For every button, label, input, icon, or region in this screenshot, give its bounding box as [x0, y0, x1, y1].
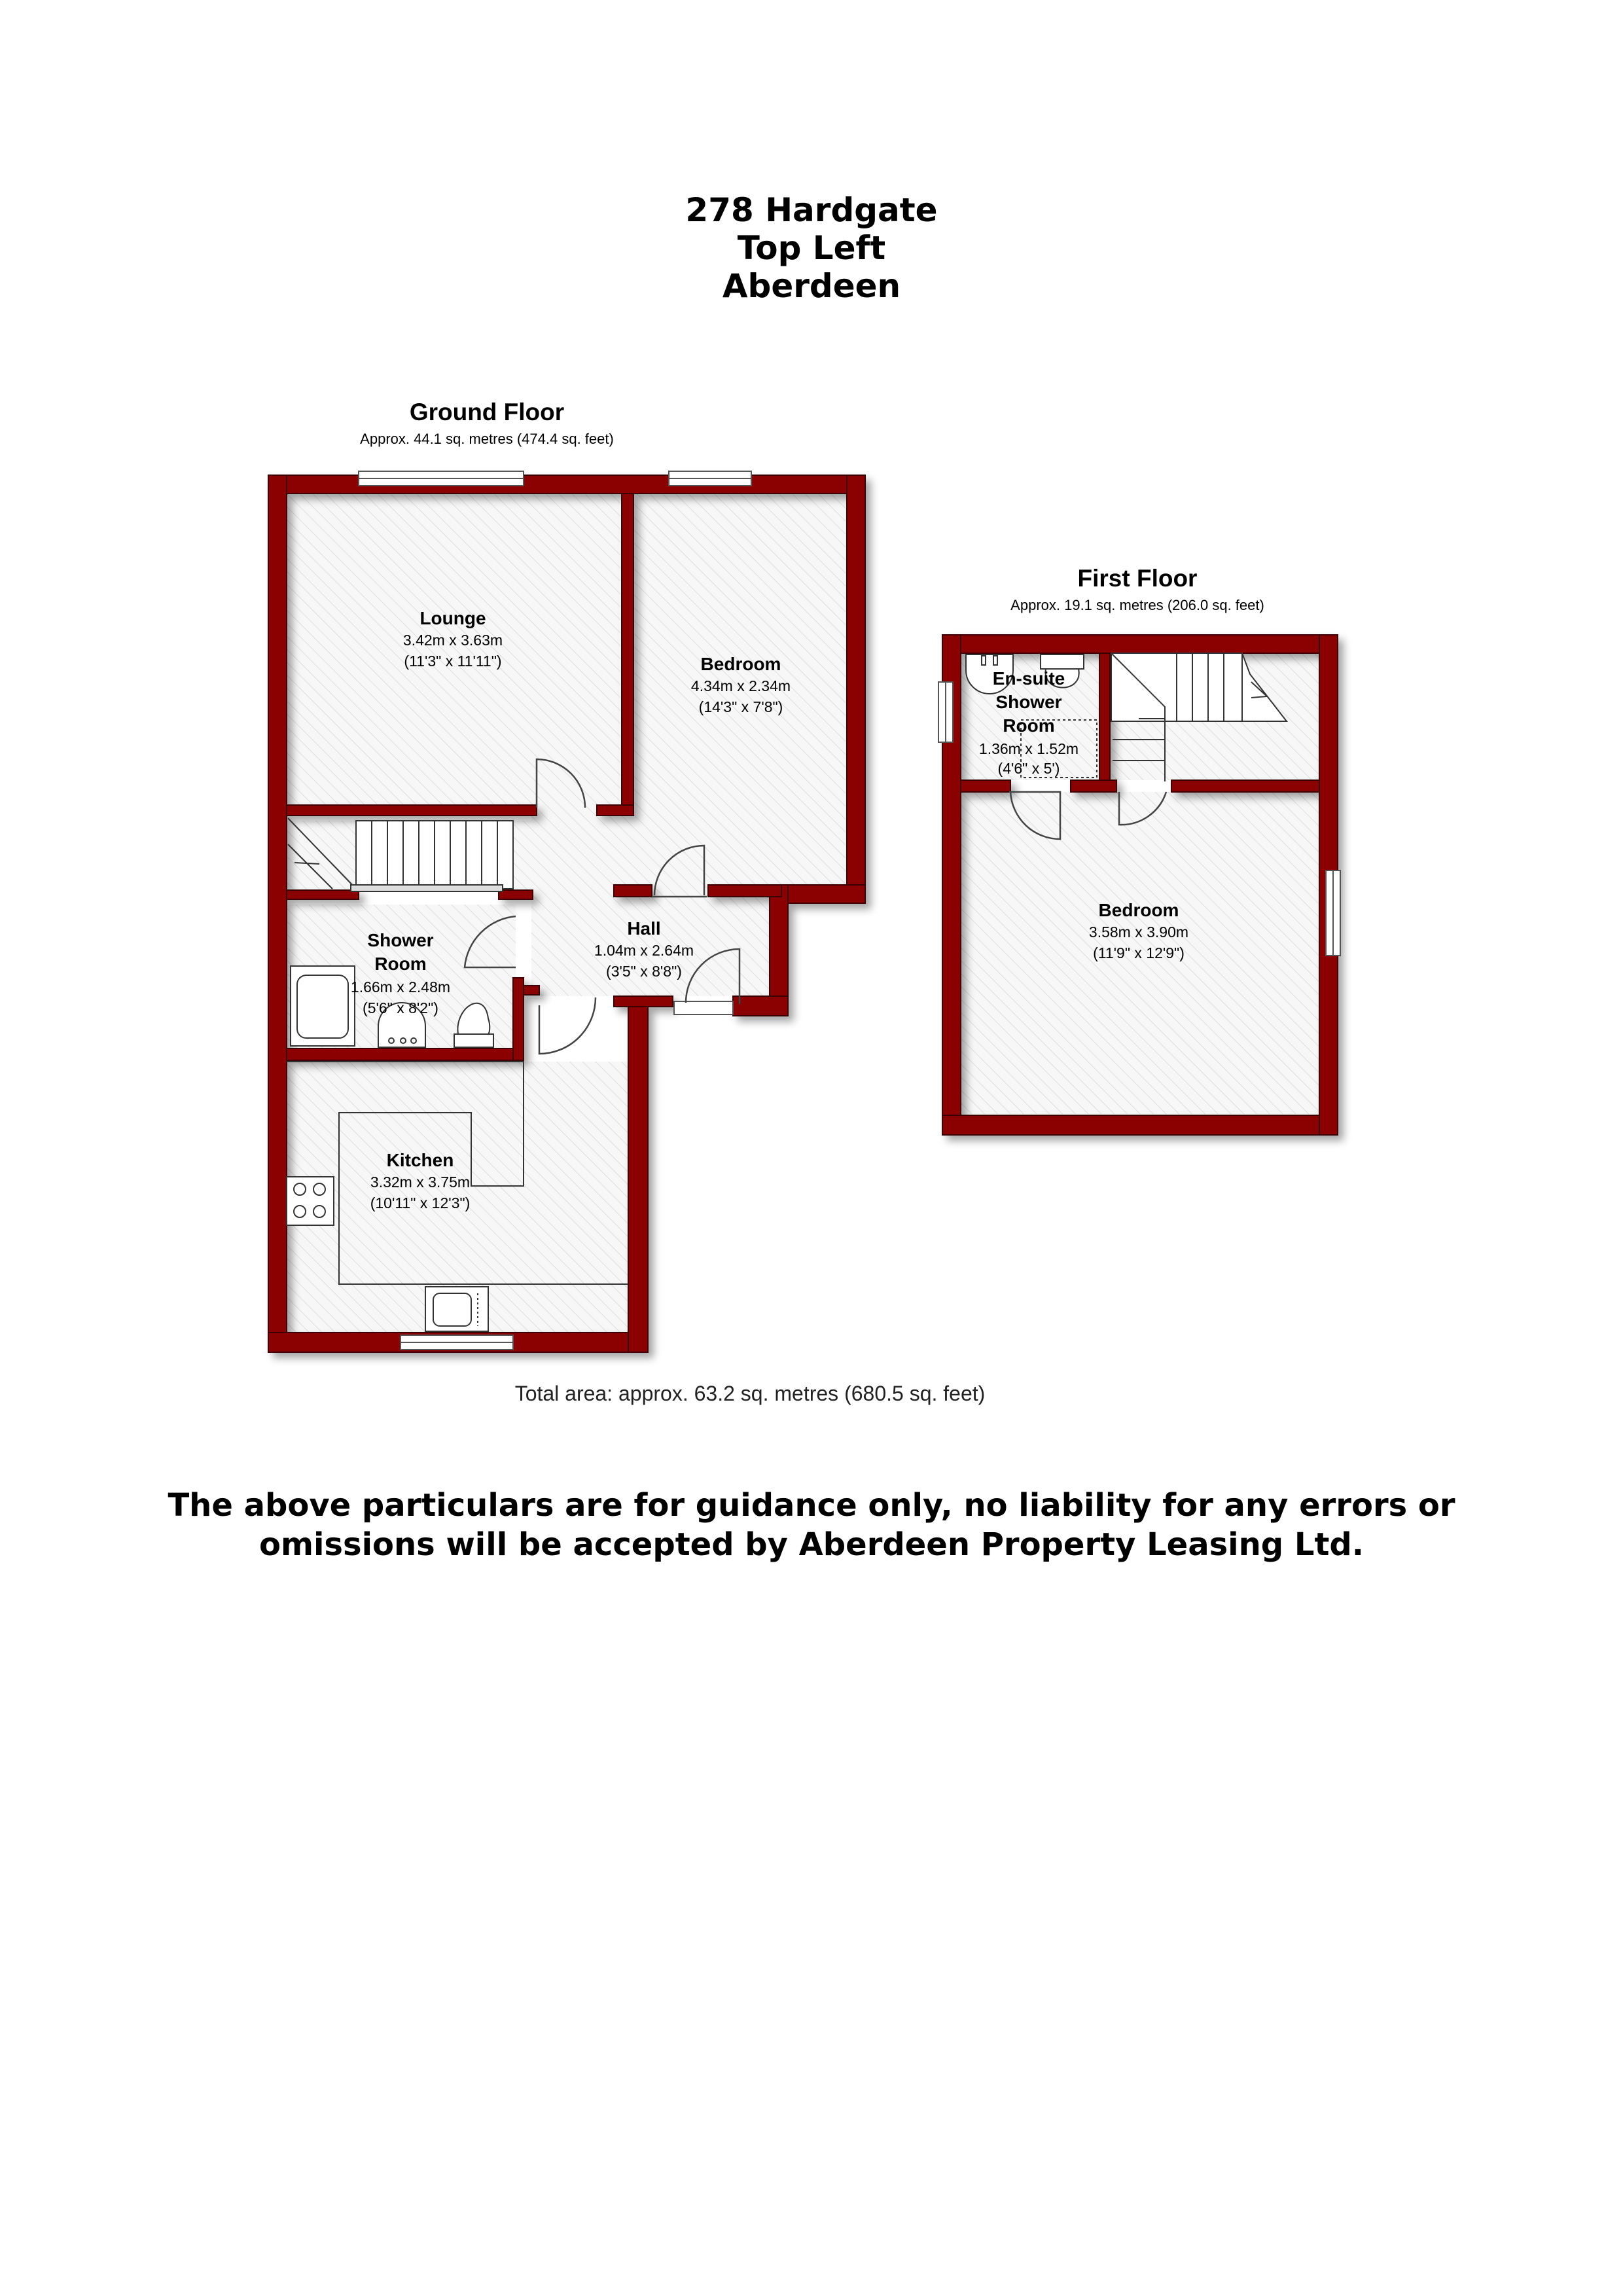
first-floor-area: Approx. 19.1 sq. metres (206.0 sq. feet) — [1010, 597, 1264, 613]
gf-bedroom-imperial: (14'3" x 7'8") — [698, 698, 783, 715]
disclaimer — [0, 1486, 1623, 1564]
shower-room-name-line2: Room — [374, 954, 427, 974]
hall-metric: 1.04m x 2.64m — [594, 942, 694, 959]
first-floor-title: First Floor — [1077, 565, 1198, 592]
lounge-metric: 3.42m x 3.63m — [402, 632, 503, 649]
hob — [287, 1177, 334, 1225]
address-line-2: Top Left — [737, 229, 886, 267]
ground-floor-title: Ground Floor — [409, 399, 565, 425]
ff-bedroom-metric: 3.58m x 3.90m — [1088, 924, 1189, 941]
address-line-3: Aberdeen — [722, 267, 901, 305]
ensuite-name-line1: En-suite — [992, 668, 1065, 689]
shower-room-name-line1: Shower — [367, 930, 434, 950]
ff-bedroom-name: Bedroom — [1098, 900, 1179, 920]
ground-floor-plan — [268, 471, 865, 1352]
ground-floor-area: Approx. 44.1 sq. metres (474.4 sq. feet) — [360, 431, 614, 447]
hall-imperial: (3'5" x 8'8") — [606, 963, 682, 980]
ensuite-imperial: (4'6" x 5') — [997, 760, 1060, 777]
shower-room-metric: 1.66m x 2.48m — [350, 978, 451, 996]
kitchen-name: Kitchen — [386, 1150, 454, 1170]
ff-bedroom-imperial: (11'9" x 12'9") — [1093, 944, 1185, 961]
kitchen-metric: 3.32m x 3.75m — [370, 1174, 471, 1191]
first-floor-plan — [938, 635, 1340, 1135]
lounge-name: Lounge — [419, 608, 486, 628]
disclaimer-line-2: omissions will be accepted by Aberdeen Property Leasing Ltd. — [259, 1526, 1364, 1563]
address-line-1: 278 Hardgate — [685, 191, 938, 229]
ensuite-name-line3: Room — [1003, 715, 1055, 736]
hall-name: Hall — [627, 918, 661, 939]
entrance-door — [674, 1001, 733, 1014]
shower-room-imperial: (5'6" x 8'2") — [363, 999, 438, 1016]
ensuite-name-line2: Shower — [995, 692, 1062, 712]
kitchen-imperial: (10'11" x 12'3") — [370, 1194, 471, 1211]
disclaimer-line-1: The above particulars are for guidance only, no liability for any errors or — [168, 1487, 1455, 1524]
total-area: Total area: approx. 63.2 sq. metres (680.5 sq. feet) — [514, 1382, 986, 1405]
lounge-floor — [285, 492, 620, 808]
gf-bedroom-name: Bedroom — [700, 654, 781, 674]
ensuite-metric: 1.36m x 1.52m — [978, 740, 1079, 757]
gf-bedroom-metric: 4.34m x 2.34m — [690, 677, 791, 694]
lounge-imperial: (11'3" x 11'11") — [404, 653, 502, 670]
